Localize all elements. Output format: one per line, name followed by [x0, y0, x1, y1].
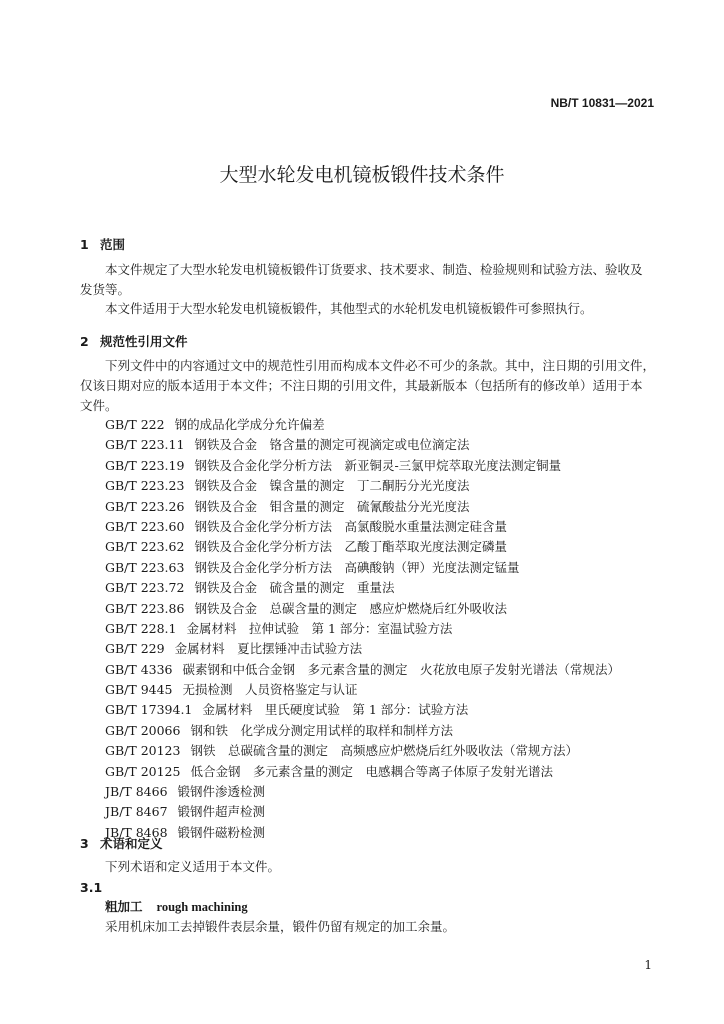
- reference-code: GB/T 223.62: [105, 539, 185, 555]
- reference-code: GB/T 20066: [105, 722, 181, 738]
- reference-item: [105, 537, 620, 557]
- paragraph-line: 本文件规定了大型水轮发电机镜板锻件订货要求、技术要求、制造、检验规则和试验方法、验收及: [105, 262, 643, 277]
- reference-item: [105, 721, 620, 741]
- reference-title: 钢铁及合金 铬含量的测定可视滴定或电位滴定法: [194, 437, 470, 453]
- reference-code: GB/T 4336: [105, 661, 173, 677]
- reference-code: GB/T 20123: [105, 743, 181, 759]
- reference-title: 锻钢件磁粉检测: [177, 824, 266, 840]
- reference-item: [105, 639, 620, 659]
- reference-item: [105, 619, 620, 639]
- reference-code: GB/T 222: [105, 417, 165, 432]
- section-1-paragraph-2: [80, 299, 660, 319]
- reference-item: [105, 680, 620, 700]
- reference-title: 金属材料 拉伸试验 第 1 部分：室温试验方法: [186, 620, 453, 636]
- reference-item: [105, 415, 620, 435]
- reference-code: GB/T 223.86: [105, 600, 185, 616]
- section-3-heading: [80, 834, 163, 852]
- reference-title: 碳素钢和中低合金钢 多元素含量的测定 火花放电原子发射光谱法（常规法）: [182, 661, 621, 677]
- subsection-number: 3.1: [80, 880, 103, 895]
- reference-code: GB/T 223.19: [105, 457, 185, 473]
- section-2-heading: [80, 332, 188, 350]
- reference-item: [105, 782, 620, 802]
- reference-title: 钢铁及合金化学分析方法 新亚铜灵-三氯甲烷萃取光度法测定铜量: [194, 457, 562, 473]
- reference-item: [105, 435, 620, 455]
- reference-code: GB/T 20125: [105, 763, 181, 779]
- reference-item: [105, 660, 620, 680]
- reference-title: 钢铁及合金 镍含量的测定 丁二酮肟分光光度法: [194, 478, 470, 494]
- reference-code: GB/T 228.1: [105, 620, 177, 636]
- reference-title: 锻钢件渗透检测: [177, 784, 266, 800]
- reference-title: 钢铁及合金化学分析方法 乙酸丁酯萃取光度法测定磷量: [194, 539, 507, 555]
- reference-title: 钢的成品化学成分允许偏差: [174, 417, 325, 432]
- page-number: 1: [644, 958, 652, 972]
- reference-title: 钢铁及合金化学分析方法 高氯酸脱水重量法测定硅含量: [194, 518, 507, 534]
- paragraph-line: 本文件适用于大型水轮发电机镜板锻件，其他型式的水轮机发电机镜板锻件可参照执行。: [105, 301, 593, 316]
- reference-code: GB/T 223.26: [105, 498, 185, 514]
- paragraph-line: 文件。: [80, 398, 118, 413]
- reference-code: GB/T 223.23: [105, 478, 185, 494]
- reference-code: JB/T 8466: [105, 784, 168, 800]
- reference-item: [105, 823, 620, 843]
- section-title: 术语和定义: [100, 836, 163, 851]
- reference-item: [105, 558, 620, 578]
- paragraph-line: 仅该日期对应的版本适用于本文件；不注日期的引用文件，其最新版本（包括所有的修改单）适用于本: [80, 378, 643, 393]
- reference-title: 金属材料 夏比摆锤冲击试验方法: [174, 641, 363, 657]
- reference-item: [105, 476, 620, 496]
- reference-item: [105, 497, 620, 517]
- reference-code: GB/T 17394.1: [105, 702, 193, 718]
- document-title: 大型水轮发电机镜板锻件技术条件: [219, 164, 505, 186]
- reference-code: GB/T 9445: [105, 682, 173, 698]
- reference-title: 钢铁及合金 总碳含量的测定 感应炉燃烧后红外吸收法: [194, 600, 507, 616]
- term-chinese: 粗加工: [105, 899, 143, 914]
- section-2-paragraph: [80, 356, 660, 416]
- reference-item: [105, 599, 620, 619]
- section-1-paragraph-1: [80, 260, 660, 300]
- reference-title: 钢铁及合金 钼含量的测定 硫氰酸盐分光光度法: [194, 498, 470, 514]
- reference-code: GB/T 229: [105, 641, 165, 657]
- reference-item: [105, 762, 620, 782]
- reference-item: [105, 578, 620, 598]
- reference-item: [105, 741, 620, 761]
- section-title: 范围: [100, 237, 126, 252]
- term-english: rough machining: [156, 900, 248, 914]
- term-entry: [105, 897, 248, 917]
- reference-title: 钢铁 总碳硫含量的测定 高频感应炉燃烧后红外吸收法（常规方法）: [190, 743, 578, 759]
- section-number: 2: [80, 334, 89, 349]
- reference-title: 钢铁及合金化学分析方法 高碘酸钠（钾）光度法测定锰量: [194, 559, 520, 575]
- reference-code: JB/T 8467: [105, 804, 168, 820]
- section-3-paragraph: 下列术语和定义适用于本文件。: [105, 859, 281, 874]
- section-1-heading: [80, 235, 125, 253]
- reference-item: [105, 456, 620, 476]
- reference-title: 无损检测 人员资格鉴定与认证: [182, 682, 358, 698]
- section-number: 1: [80, 237, 89, 252]
- normative-references-list: [105, 415, 620, 843]
- reference-title: 钢铁及合金 硫含量的测定 重量法: [194, 580, 395, 596]
- term-definition: 采用机床加工去掉锻件表层余量，锻件仍留有规定的加工余量。: [105, 919, 456, 934]
- reference-item: [105, 802, 620, 822]
- reference-item: [105, 700, 620, 720]
- reference-title: 金属材料 里氏硬度试验 第 1 部分：试验方法: [202, 702, 469, 718]
- reference-code: GB/T 223.63: [105, 559, 185, 575]
- reference-title: 钢和铁 化学成分测定用试样的取样和制样方法: [190, 722, 453, 738]
- paragraph-line: 发货等。: [80, 282, 131, 297]
- paragraph-line: 下列文件中的内容通过文中的规范性引用而构成本文件必不可少的条款。其中，注日期的引用文件，: [105, 358, 656, 373]
- reference-code: GB/T 223.72: [105, 580, 185, 596]
- standard-code: NB/T 10831—2021: [550, 96, 654, 110]
- reference-title: 锻钢件超声检测: [177, 804, 266, 820]
- reference-title: 低合金钢 多元素含量的测定 电感耦合等离子体原子发射光谱法: [190, 763, 553, 779]
- section-title: 规范性引用文件: [100, 334, 188, 349]
- reference-item: [105, 517, 620, 537]
- section-number: 3: [80, 836, 89, 851]
- reference-code: JB/T 8468: [105, 824, 168, 840]
- reference-code: GB/T 223.60: [105, 518, 185, 534]
- reference-code: GB/T 223.11: [105, 437, 185, 453]
